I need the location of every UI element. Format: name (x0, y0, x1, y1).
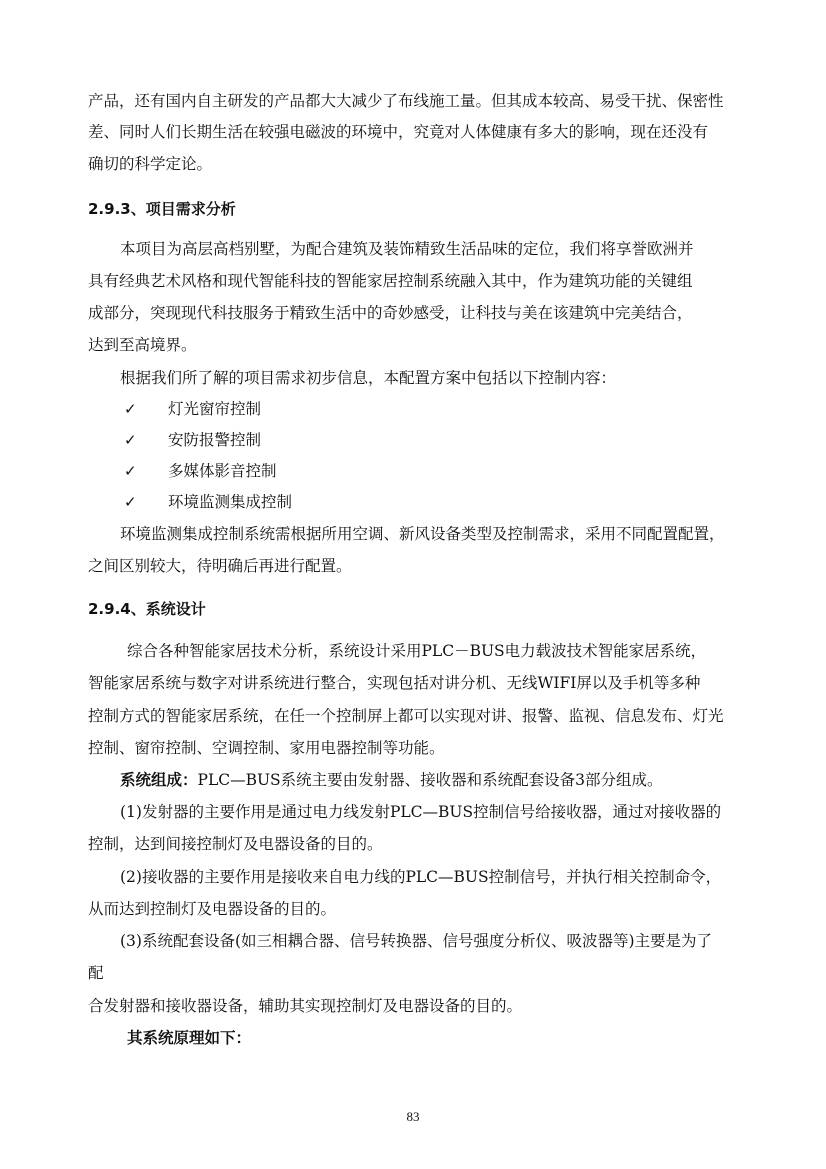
body-line: 综合各种智能家居技术分析，系统设计采用PLC－BUS电力载波技术智能家居系统， (127, 642, 707, 660)
section-heading-293: 2.9.3、项目需求分析 (88, 200, 236, 218)
body-line: 控制方式的智能家居系统，在任一个控制屏上都可以实现对讲、报警、监视、信息发布、灯光 (88, 707, 724, 725)
body-line: 产品，还有国内自主研发的产品都大大减少了布线施工量。但其成本较高、易受干扰、保密性 (88, 92, 724, 110)
body-line: 控制，达到间接控制灯及电器设备的目的。 (88, 835, 383, 853)
body-line: 具有经典艺术风格和现代智能科技的智能家居控制系统融入其中，作为建筑功能的关键组 (88, 272, 693, 290)
check-icon: ✓ (124, 493, 137, 511)
body-line: 根据我们所了解的项目需求初步信息，本配置方案中包括以下控制内容： (120, 369, 617, 387)
list-item: 安防报警控制 (168, 431, 262, 449)
composition-label: 系统组成： (120, 770, 198, 789)
body-line: 控制、窗帘控制、空调控制、家用电器控制等功能。 (88, 739, 445, 757)
body-line: 成部分，突现现代科技服务于精致生活中的奇妙感受，让科技与美在该建筑中完美结合， (88, 304, 693, 322)
list-item: 环境监测集成控制 (168, 493, 293, 511)
body-line: 合发射器和接收器设备，辅助其实现控制灯及电器设备的目的。 (88, 997, 523, 1015)
body-line: 本项目为高层高档别墅，为配合建筑及装饰精致生活品味的定位，我们将享誉欧洲并 (120, 240, 694, 258)
body-line: (3)系统配套设备(如三相耦合器、信号转换器、信号强度分析仪、吸波器等)主要是为了 (120, 932, 713, 950)
list-item: 多媒体影音控制 (168, 462, 277, 480)
body-line: 环境监测集成控制系统需根据所用空调、新风设备类型及控制需求，采用不同配置配置， (120, 525, 725, 543)
body-line: (1)发射器的主要作用是通过电力线发射PLC—BUS控制信号给接收器，通过对接收器的 (120, 803, 722, 821)
composition-line (120, 769, 663, 791)
body-line: (2)接收器的主要作用是接收来自电力线的PLC—BUS控制信号，并执行相关控制命令， (120, 868, 722, 886)
body-line: 智能家居系统与数字对讲系统进行整合，实现包括对讲分机、无线WIFI屏以及手机等多种 (88, 674, 701, 692)
principle-line: 其系统原理如下： (127, 1028, 252, 1047)
body-line: 之间区别较大，待明确后再进行配置。 (88, 557, 352, 575)
check-icon: ✓ (124, 431, 137, 449)
body-line: 达到至高境界。 (88, 336, 197, 354)
page-number: 83 (406, 1109, 420, 1124)
section-heading-294: 2.9.4、系统设计 (88, 600, 206, 618)
check-icon: ✓ (124, 462, 137, 480)
body-line: 从而达到控制灯及电器设备的目的。 (88, 900, 337, 918)
list-item: 灯光窗帘控制 (168, 400, 262, 418)
body-line: 配 (88, 964, 104, 982)
body-line: 确切的科学定论。 (88, 155, 213, 173)
composition-text: PLC—BUS系统主要由发射器、接收器和系统配套设备3部分组成。 (197, 771, 663, 789)
check-icon: ✓ (124, 400, 137, 418)
body-line: 差、同时人们长期生活在较强电磁波的环境中，究竟对人体健康有多大的影响，现在还没有 (88, 123, 709, 141)
